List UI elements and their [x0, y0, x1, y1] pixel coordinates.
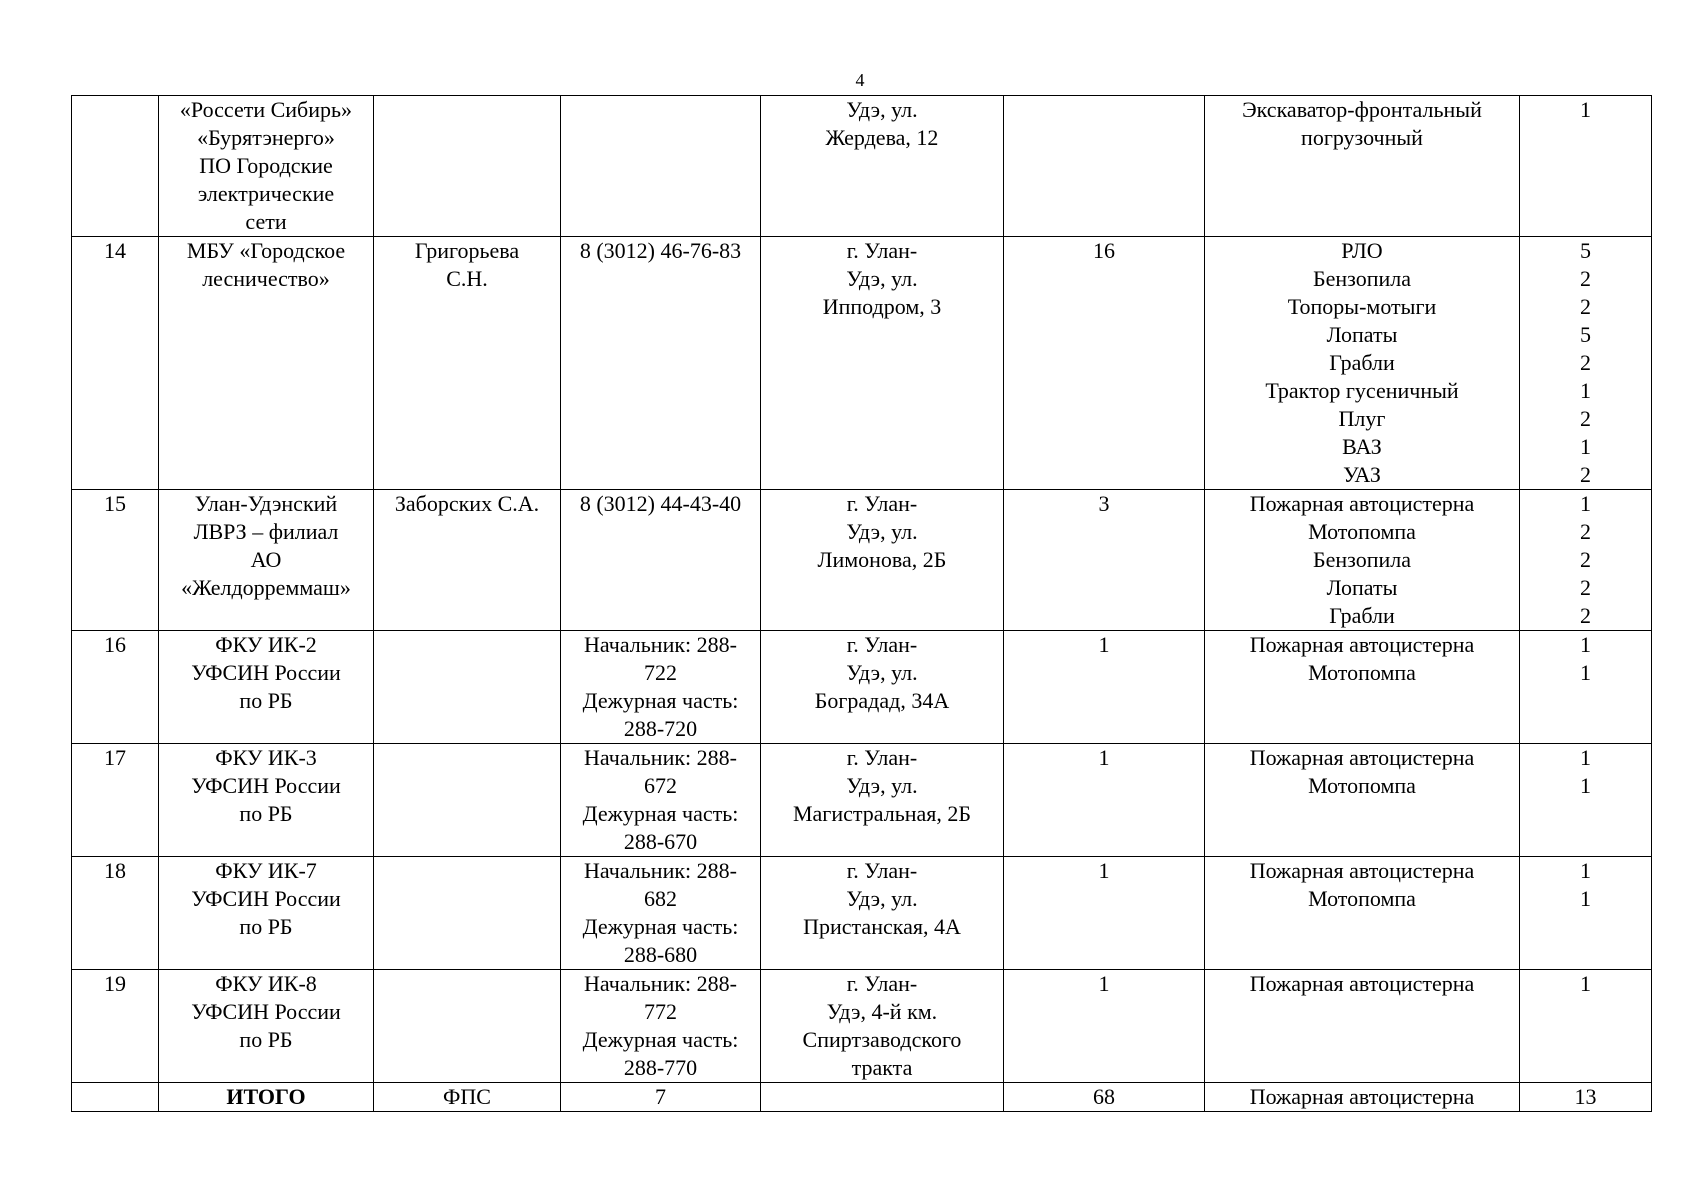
cell-line: 2 — [1580, 266, 1591, 291]
address-cell — [761, 631, 1004, 744]
cell-line: Григорьева — [414, 238, 520, 263]
person-cell — [374, 970, 561, 1083]
total-phone: 7 — [561, 1083, 761, 1112]
row-number-cell — [72, 237, 159, 490]
cell-line: 3 — [1098, 491, 1110, 516]
address-cell — [761, 237, 1004, 490]
quantity-cell — [1520, 970, 1652, 1083]
cell-line: Бензопила — [1312, 547, 1412, 572]
cell-line: Начальник: 288- — [584, 858, 737, 883]
row-number-cell — [72, 96, 159, 237]
equipment-cell — [1205, 857, 1520, 970]
cell-line: 2 — [1580, 547, 1591, 572]
cell-line: Пожарная автоцистерна — [1249, 632, 1475, 657]
person-cell — [374, 490, 561, 631]
row-number-cell — [72, 857, 159, 970]
quantity-cell — [1520, 744, 1652, 857]
cell-line: г. Улан- — [846, 858, 918, 883]
cell-line: 1 — [1580, 773, 1591, 798]
cell-line: Ипподром, 3 — [822, 294, 942, 319]
address-cell — [761, 744, 1004, 857]
row-number-cell — [72, 744, 159, 857]
cell-line: Топоры-мотыги — [1287, 294, 1437, 319]
cell-line: 1 — [1580, 378, 1591, 403]
quantity-cell — [1520, 490, 1652, 631]
cell-line: 1 — [1580, 971, 1591, 996]
equipment-cell — [1205, 631, 1520, 744]
cell-line: г. Улан- — [846, 632, 918, 657]
address-cell — [761, 96, 1004, 237]
cell-line: Лимонова, 2Б — [817, 547, 947, 572]
cell-line: 16 — [104, 632, 126, 657]
cell-line: Мотопомпа — [1308, 773, 1416, 798]
staff-count-cell — [1004, 96, 1205, 237]
cell-line: 722 — [644, 660, 677, 685]
cell-line: 1 — [1580, 858, 1591, 883]
cell-line: Жердева, 12 — [825, 125, 939, 150]
organization-cell — [159, 631, 374, 744]
table-row — [72, 857, 1652, 970]
cell-line: «Желдорреммаш» — [181, 575, 351, 600]
equipment-cell — [1205, 970, 1520, 1083]
cell-line: 5 — [1580, 238, 1591, 263]
cell-line: УФСИН России — [191, 660, 341, 685]
total-staff: 68 — [1004, 1083, 1205, 1112]
cell-line: по РБ — [239, 914, 293, 939]
cell-line: Трактор гусеничный — [1265, 378, 1459, 403]
equipment-cell — [1205, 96, 1520, 237]
organization-cell — [159, 237, 374, 490]
person-cell — [374, 96, 561, 237]
cell-line: МБУ «Городское — [186, 238, 346, 263]
cell-line: Улан-Удэнский — [194, 491, 338, 516]
cell-line: Пожарная автоцистерна — [1249, 971, 1475, 996]
cell-line: 1 — [1098, 971, 1110, 996]
cell-line: по РБ — [239, 1027, 293, 1052]
cell-line: г. Улан- — [846, 238, 918, 263]
cell-line: 14 — [104, 238, 126, 263]
cell-line: Экскаватор-фронтальный — [1242, 97, 1482, 122]
person-cell — [374, 744, 561, 857]
phone-cell — [561, 631, 761, 744]
cell-line: УФСИН России — [191, 886, 341, 911]
cell-line: 1 — [1580, 97, 1591, 122]
cell-line: г. Улан- — [846, 745, 918, 770]
cell-line: 1 — [1098, 745, 1110, 770]
cell-line: Пожарная автоцистерна — [1249, 491, 1475, 516]
cell-line: 772 — [644, 999, 677, 1024]
cell-line: ФКУ ИК-7 — [215, 858, 317, 883]
cell-line: Начальник: 288- — [584, 971, 737, 996]
cell-line: Лопаты — [1326, 322, 1398, 347]
cell-line: Мотопомпа — [1308, 519, 1416, 544]
total-person: ФПС — [374, 1083, 561, 1112]
cell-line: по РБ — [239, 688, 293, 713]
cell-line: Плуг — [1338, 406, 1386, 431]
cell-line: сети — [245, 209, 287, 234]
cell-line: 8 (3012) 44-43-40 — [579, 491, 742, 516]
cell-line: Начальник: 288- — [584, 632, 737, 657]
cell-line: Удэ, ул. — [846, 773, 918, 798]
cell-line: 1 — [1580, 660, 1591, 685]
cell-line: Удэ, ул. — [846, 519, 918, 544]
cell-line: Удэ, ул. — [846, 660, 918, 685]
cell-line: ВАЗ — [1342, 434, 1382, 459]
cell-line: Грабли — [1329, 350, 1395, 375]
cell-line: 5 — [1580, 322, 1591, 347]
cell-line: 2 — [1580, 350, 1591, 375]
cell-line: 1 — [1580, 632, 1591, 657]
cell-line: Боградад, 34А — [814, 688, 950, 713]
cell-line: Лопаты — [1326, 575, 1398, 600]
quantity-cell — [1520, 857, 1652, 970]
cell-line: лесничество» — [202, 266, 330, 291]
cell-line: 8 (3012) 46-76-83 — [579, 238, 742, 263]
row-number-cell — [72, 970, 159, 1083]
cell-line: тракта — [851, 1055, 913, 1080]
cell-line: 288-770 — [623, 1055, 698, 1080]
cell-line: Пожарная автоцистерна — [1249, 745, 1475, 770]
cell-line: 18 — [104, 858, 126, 883]
cell-line: АО — [250, 547, 282, 572]
cell-line: г. Улан- — [846, 491, 918, 516]
cell-line: Дежурная часть: — [582, 914, 739, 939]
cell-line: 2 — [1580, 603, 1591, 628]
cell-line: Мотопомпа — [1308, 660, 1416, 685]
cell-line: по РБ — [239, 801, 293, 826]
cell-line: Грабли — [1329, 603, 1395, 628]
equipment-table — [71, 95, 1652, 1112]
cell-line: 2 — [1580, 575, 1591, 600]
cell-line: Начальник: 288- — [584, 745, 737, 770]
cell-line: 15 — [104, 491, 126, 516]
cell-line: ФКУ ИК-8 — [215, 971, 317, 996]
table-row — [72, 237, 1652, 490]
person-cell — [374, 237, 561, 490]
address-cell — [761, 970, 1004, 1083]
phone-cell — [561, 490, 761, 631]
cell-line: Заборских С.А. — [394, 491, 540, 516]
row-number-cell — [72, 631, 159, 744]
cell-line: Бензопила — [1312, 266, 1412, 291]
cell-line: УФСИН России — [191, 999, 341, 1024]
cell-line: погрузочный — [1301, 125, 1423, 150]
staff-count-cell — [1004, 631, 1205, 744]
cell-line: Дежурная часть: — [582, 1027, 739, 1052]
equipment-cell — [1205, 237, 1520, 490]
cell-line: Удэ, ул. — [846, 266, 918, 291]
organization-cell — [159, 744, 374, 857]
cell-line: 2 — [1580, 519, 1591, 544]
cell-line: электрические — [197, 181, 335, 206]
cell-line: Дежурная часть: — [582, 688, 739, 713]
cell-line: Удэ, ул. — [846, 886, 918, 911]
staff-count-cell — [1004, 237, 1205, 490]
cell-line: 19 — [104, 971, 126, 996]
cell-line: 1 — [1098, 632, 1110, 657]
person-cell — [374, 631, 561, 744]
total-equipment: Пожарная автоцистерна — [1205, 1083, 1520, 1112]
cell-line: Дежурная часть: — [582, 801, 739, 826]
phone-cell — [561, 970, 761, 1083]
cell-line: 1 — [1580, 745, 1591, 770]
organization-cell — [159, 490, 374, 631]
cell-line: «Бурятэнерго» — [197, 125, 335, 150]
cell-line: 16 — [1093, 238, 1115, 263]
phone-cell — [561, 744, 761, 857]
total-row — [72, 1083, 1652, 1112]
total-address — [761, 1083, 1004, 1112]
address-cell — [761, 857, 1004, 970]
cell-line: Мотопомпа — [1308, 886, 1416, 911]
cell-line: 288-680 — [623, 942, 698, 967]
cell-line: УАЗ — [1343, 462, 1381, 487]
organization-cell — [159, 970, 374, 1083]
phone-cell — [561, 237, 761, 490]
cell-line: 2 — [1580, 294, 1591, 319]
address-cell — [761, 490, 1004, 631]
cell-line: 1 — [1580, 886, 1591, 911]
cell-line: ЛВРЗ – филиал — [193, 519, 339, 544]
cell-line: 1 — [1098, 858, 1110, 883]
cell-line: С.Н. — [446, 266, 488, 291]
cell-line: 17 — [104, 745, 126, 770]
organization-cell — [159, 857, 374, 970]
table-row — [72, 631, 1652, 744]
total-number-cell — [72, 1083, 159, 1112]
staff-count-cell — [1004, 744, 1205, 857]
staff-count-cell — [1004, 490, 1205, 631]
cell-line: «Россети Сибирь» — [179, 97, 353, 122]
cell-line: 1 — [1580, 491, 1591, 516]
cell-line: ФКУ ИК-2 — [215, 632, 317, 657]
equipment-cell — [1205, 744, 1520, 857]
organization-cell — [159, 96, 374, 237]
cell-line: Пристанская, 4А — [803, 914, 961, 939]
cell-line: 2 — [1580, 462, 1591, 487]
quantity-cell — [1520, 237, 1652, 490]
table-row — [72, 490, 1652, 631]
table-row — [72, 744, 1652, 857]
cell-line: г. Улан- — [846, 971, 918, 996]
cell-line: Удэ, 4-й км. — [826, 999, 938, 1024]
cell-line: УФСИН России — [191, 773, 341, 798]
total-label: ИТОГО — [159, 1083, 374, 1112]
total-quantity: 13 — [1520, 1083, 1652, 1112]
cell-line: РЛО — [1341, 238, 1383, 263]
cell-line: 1 — [1580, 434, 1591, 459]
phone-cell — [561, 857, 761, 970]
table-row — [72, 96, 1652, 237]
phone-cell — [561, 96, 761, 237]
person-cell — [374, 857, 561, 970]
table-row — [72, 970, 1652, 1083]
cell-line: 2 — [1580, 406, 1591, 431]
equipment-cell — [1205, 490, 1520, 631]
cell-line: 288-720 — [623, 716, 698, 741]
quantity-cell — [1520, 96, 1652, 237]
staff-count-cell — [1004, 857, 1205, 970]
cell-line: 682 — [644, 886, 677, 911]
cell-line: 288-670 — [623, 829, 698, 854]
cell-line: Пожарная автоцистерна — [1249, 858, 1475, 883]
quantity-cell — [1520, 631, 1652, 744]
staff-count-cell — [1004, 970, 1205, 1083]
cell-line: ФКУ ИК-3 — [215, 745, 317, 770]
cell-line: Спиртзаводского — [802, 1027, 962, 1052]
cell-line: 672 — [644, 773, 677, 798]
cell-line: Удэ, ул. — [846, 97, 918, 122]
row-number-cell — [72, 490, 159, 631]
page-number: 4 — [855, 70, 865, 90]
cell-line: Магистральная, 2Б — [792, 801, 972, 826]
cell-line: ПО Городские — [199, 153, 333, 178]
